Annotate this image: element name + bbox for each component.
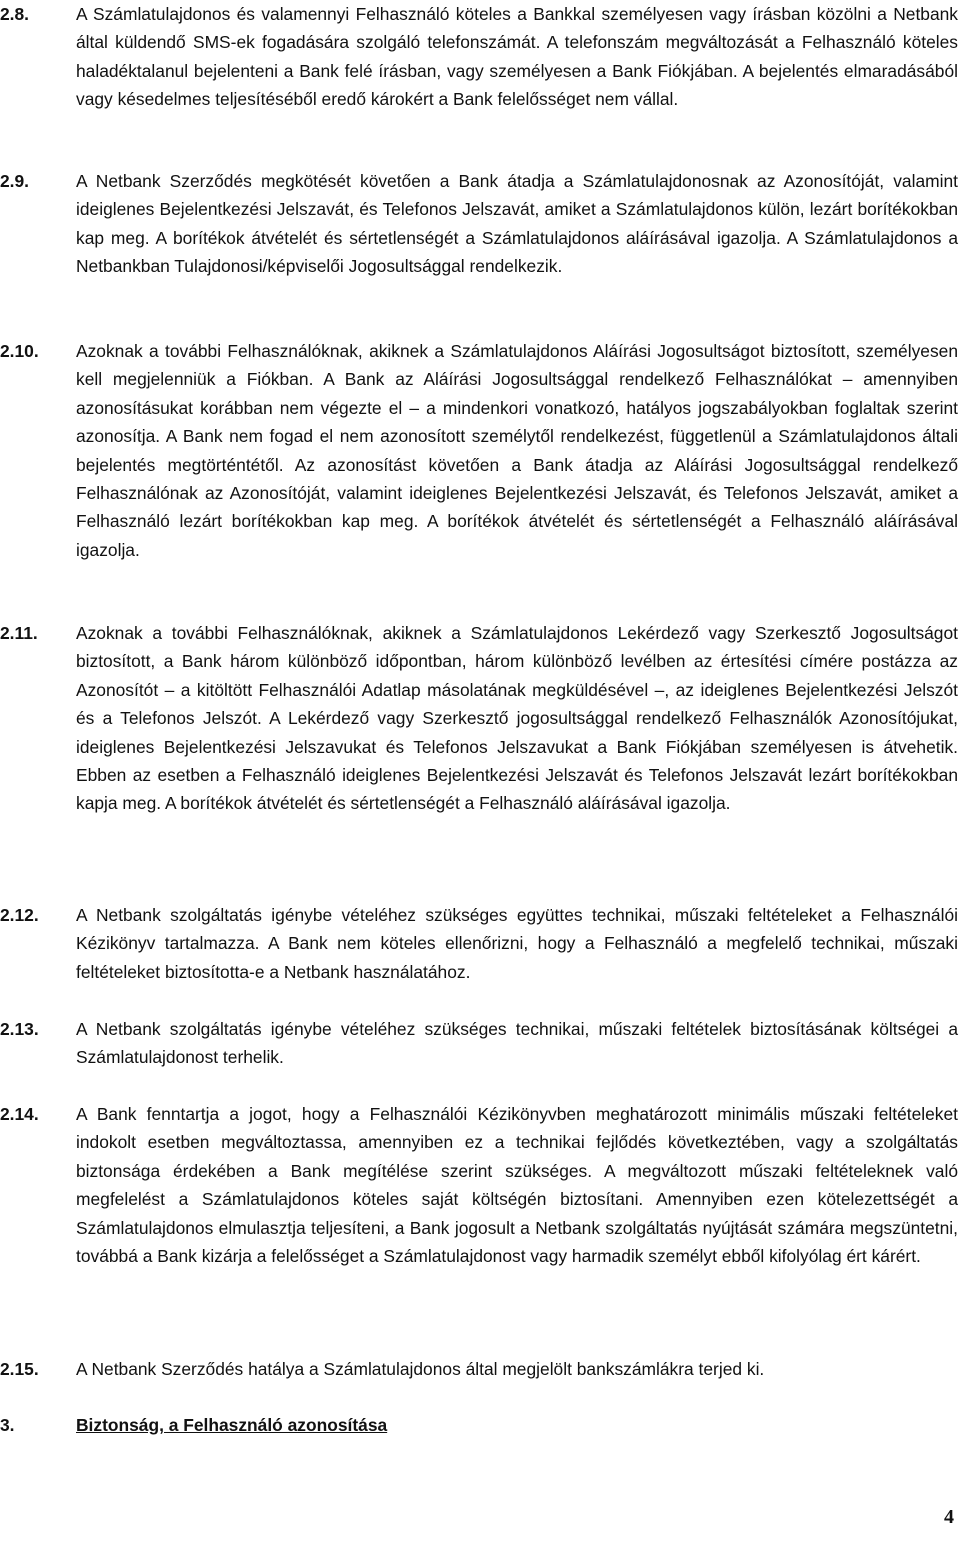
section-2-15: [0, 1355, 958, 1383]
section-number: 2.15.: [0, 1359, 39, 1379]
section-text: A Netbank Szerződés megkötését követően a Bank átadja a Számlatulajdonosnak az Azonosítóját, valamint ideiglenes Bejelentkezési Jelszavát, és Telefonos Jelszavát, amiket a Számlatulajdonos külön, lezárt borítékokban kap meg. A borítékok átvételét és sértetlenségét a Számlatulajdonos aláírásával igazolja. A Számlatulajdonos a Netbankban Tulajdonosi/képviselői Jogosultsággal rendelkezik.: [76, 171, 958, 277]
section-number: 2.13.: [0, 1019, 39, 1039]
section-text: Azoknak a további Felhasználóknak, akiknek a Számlatulajdonos Lekérdező vagy Szerkesztő Jogosultságot biztosított, a Bank három különböző időpontban, három különböző levélben az értesítési címére postázza az Azonosítót – a kitöltött Felhasználói Adatlap másolatának megküldésével –, az ideiglenes Bejelentkezési Jelszót és a Telefonos Jelszót. A Lekérdező vagy Szerkesztő jogosultsággal rendelkező Felhasználók Azonosítójukat, ideiglenes Bejelentkezési Jelszavukat és Telefonos Jelszavukat a Bank Fiókjában személyesen is átvehetik. Ebben az esetben a Felhasználó ideiglenes Bejelentkezési Jelszavát és Telefonos Jelszavát lezárt borítékokban kapja meg. A borítékok átvételét és sértetlenségét a Felhasználó aláírásával igazolja.: [76, 623, 958, 814]
section-number: 2.8.: [0, 4, 30, 24]
section-number: 2.12.: [0, 905, 39, 925]
section-text: A Netbank szolgáltatás igénybe vételéhez szükséges technikai, műszaki feltételek biztosításának költségei a Számlatulajdonost terhelik.: [76, 1019, 958, 1068]
section-number: 2.10.: [0, 341, 39, 361]
section-number: 2.14.: [0, 1104, 39, 1124]
section-text: Azoknak a további Felhasználóknak, akiknek a Számlatulajdonos Aláírási Jogosultságot biztosított, személyesen kell megjelenniük a Fiókban. A Bank az Aláírási Jogosultsággal rendelkező Felhasználókat – amennyiben azonosításukat korábban nem végezte el – a mindenkori vonatkozó, hatályos jogszabályokban foglaltak szerint azonosítja. A Bank nem fogad el nem azonosított személytől rendelkezést, függetlenül a Számlatulajdonos általi bejelentés megtörténtétől. Az azonosítást követően a Bank átadja az Aláírási Jogosultsággal rendelkező Felhasználónak az Azonosítóját, valamint ideiglenes Bejelentkezési Jelszavát, és Telefonos Jelszavát, amiket a Felhasználó lezárt borítékokban kap meg. A borítékok átvételét és sértetlenségét a Felhasználó aláírásával igazolja.: [76, 341, 958, 560]
section-2-13: [0, 1015, 958, 1072]
section-number: 2.9.: [0, 171, 30, 191]
section-text: A Netbank Szerződés hatálya a Számlatulajdonos által megjelölt bankszámlákra terjed ki.: [76, 1359, 765, 1379]
section-2-9: [0, 167, 958, 281]
section-text: A Számlatulajdonos és valamennyi Felhasználó köteles a Bankkal személyesen vagy írásban közölni a Netbank által küldendő SMS-ek fogadására szolgáló telefonszámát. A telefonszám megváltozását a Felhasználó köteles haladéktalanul bejelenteni a Bank felé írásban, vagy személyesen a Bank Fiókjában. A bejelentés elmaradásából vagy késedelmes teljesítéséből eredő károkért a Bank felelősséget nem vállal.: [76, 4, 958, 110]
section-text: A Bank fenntartja a jogot, hogy a Felhasználói Kézikönyvben meghatározott minimális műszaki feltételeket indokolt esetben megváltoztassa, amennyiben ez a technikai fejlődés következtében, vagy a szolgáltatás biztonsága érdekében a Bank megítélése szerint szükséges. A megváltozott műszaki feltételeknek való megfelelést a Számlatulajdonos köteles saját költségén biztosítani. Amennyiben ezen kötelezettségét a Számlatulajdonos elmulasztja teljesíteni, a Bank jogosult a Netbank szolgáltatás nyújtását számára megszüntetni, továbbá a Bank kizárja a felelősséget a Számlatulajdonost vagy harmadik személyt ebből kifolyólag ért kárért.: [76, 1104, 958, 1267]
section-2-12: [0, 901, 958, 986]
section-text: A Netbank szolgáltatás igénybe vételéhez szükséges együttes technikai, műszaki feltételeket a Felhasználói Kézikönyv tartalmazza. A Bank nem köteles ellenőrizni, hogy a Felhasználó a megfelelő technikai, műszaki feltételeket biztosította-e a Netbank használatához.: [76, 905, 958, 982]
section-2-11: [0, 619, 958, 818]
heading-title: Biztonság, a Felhasználó azonosítása: [76, 1415, 388, 1435]
section-2-10: [0, 337, 958, 564]
heading-number: 3.: [0, 1415, 15, 1435]
section-heading-3: [0, 1411, 387, 1439]
section-2-14: [0, 1100, 958, 1270]
section-number: 2.11.: [0, 623, 38, 643]
page-number: 4: [944, 1506, 954, 1528]
section-2-8: [0, 0, 958, 114]
